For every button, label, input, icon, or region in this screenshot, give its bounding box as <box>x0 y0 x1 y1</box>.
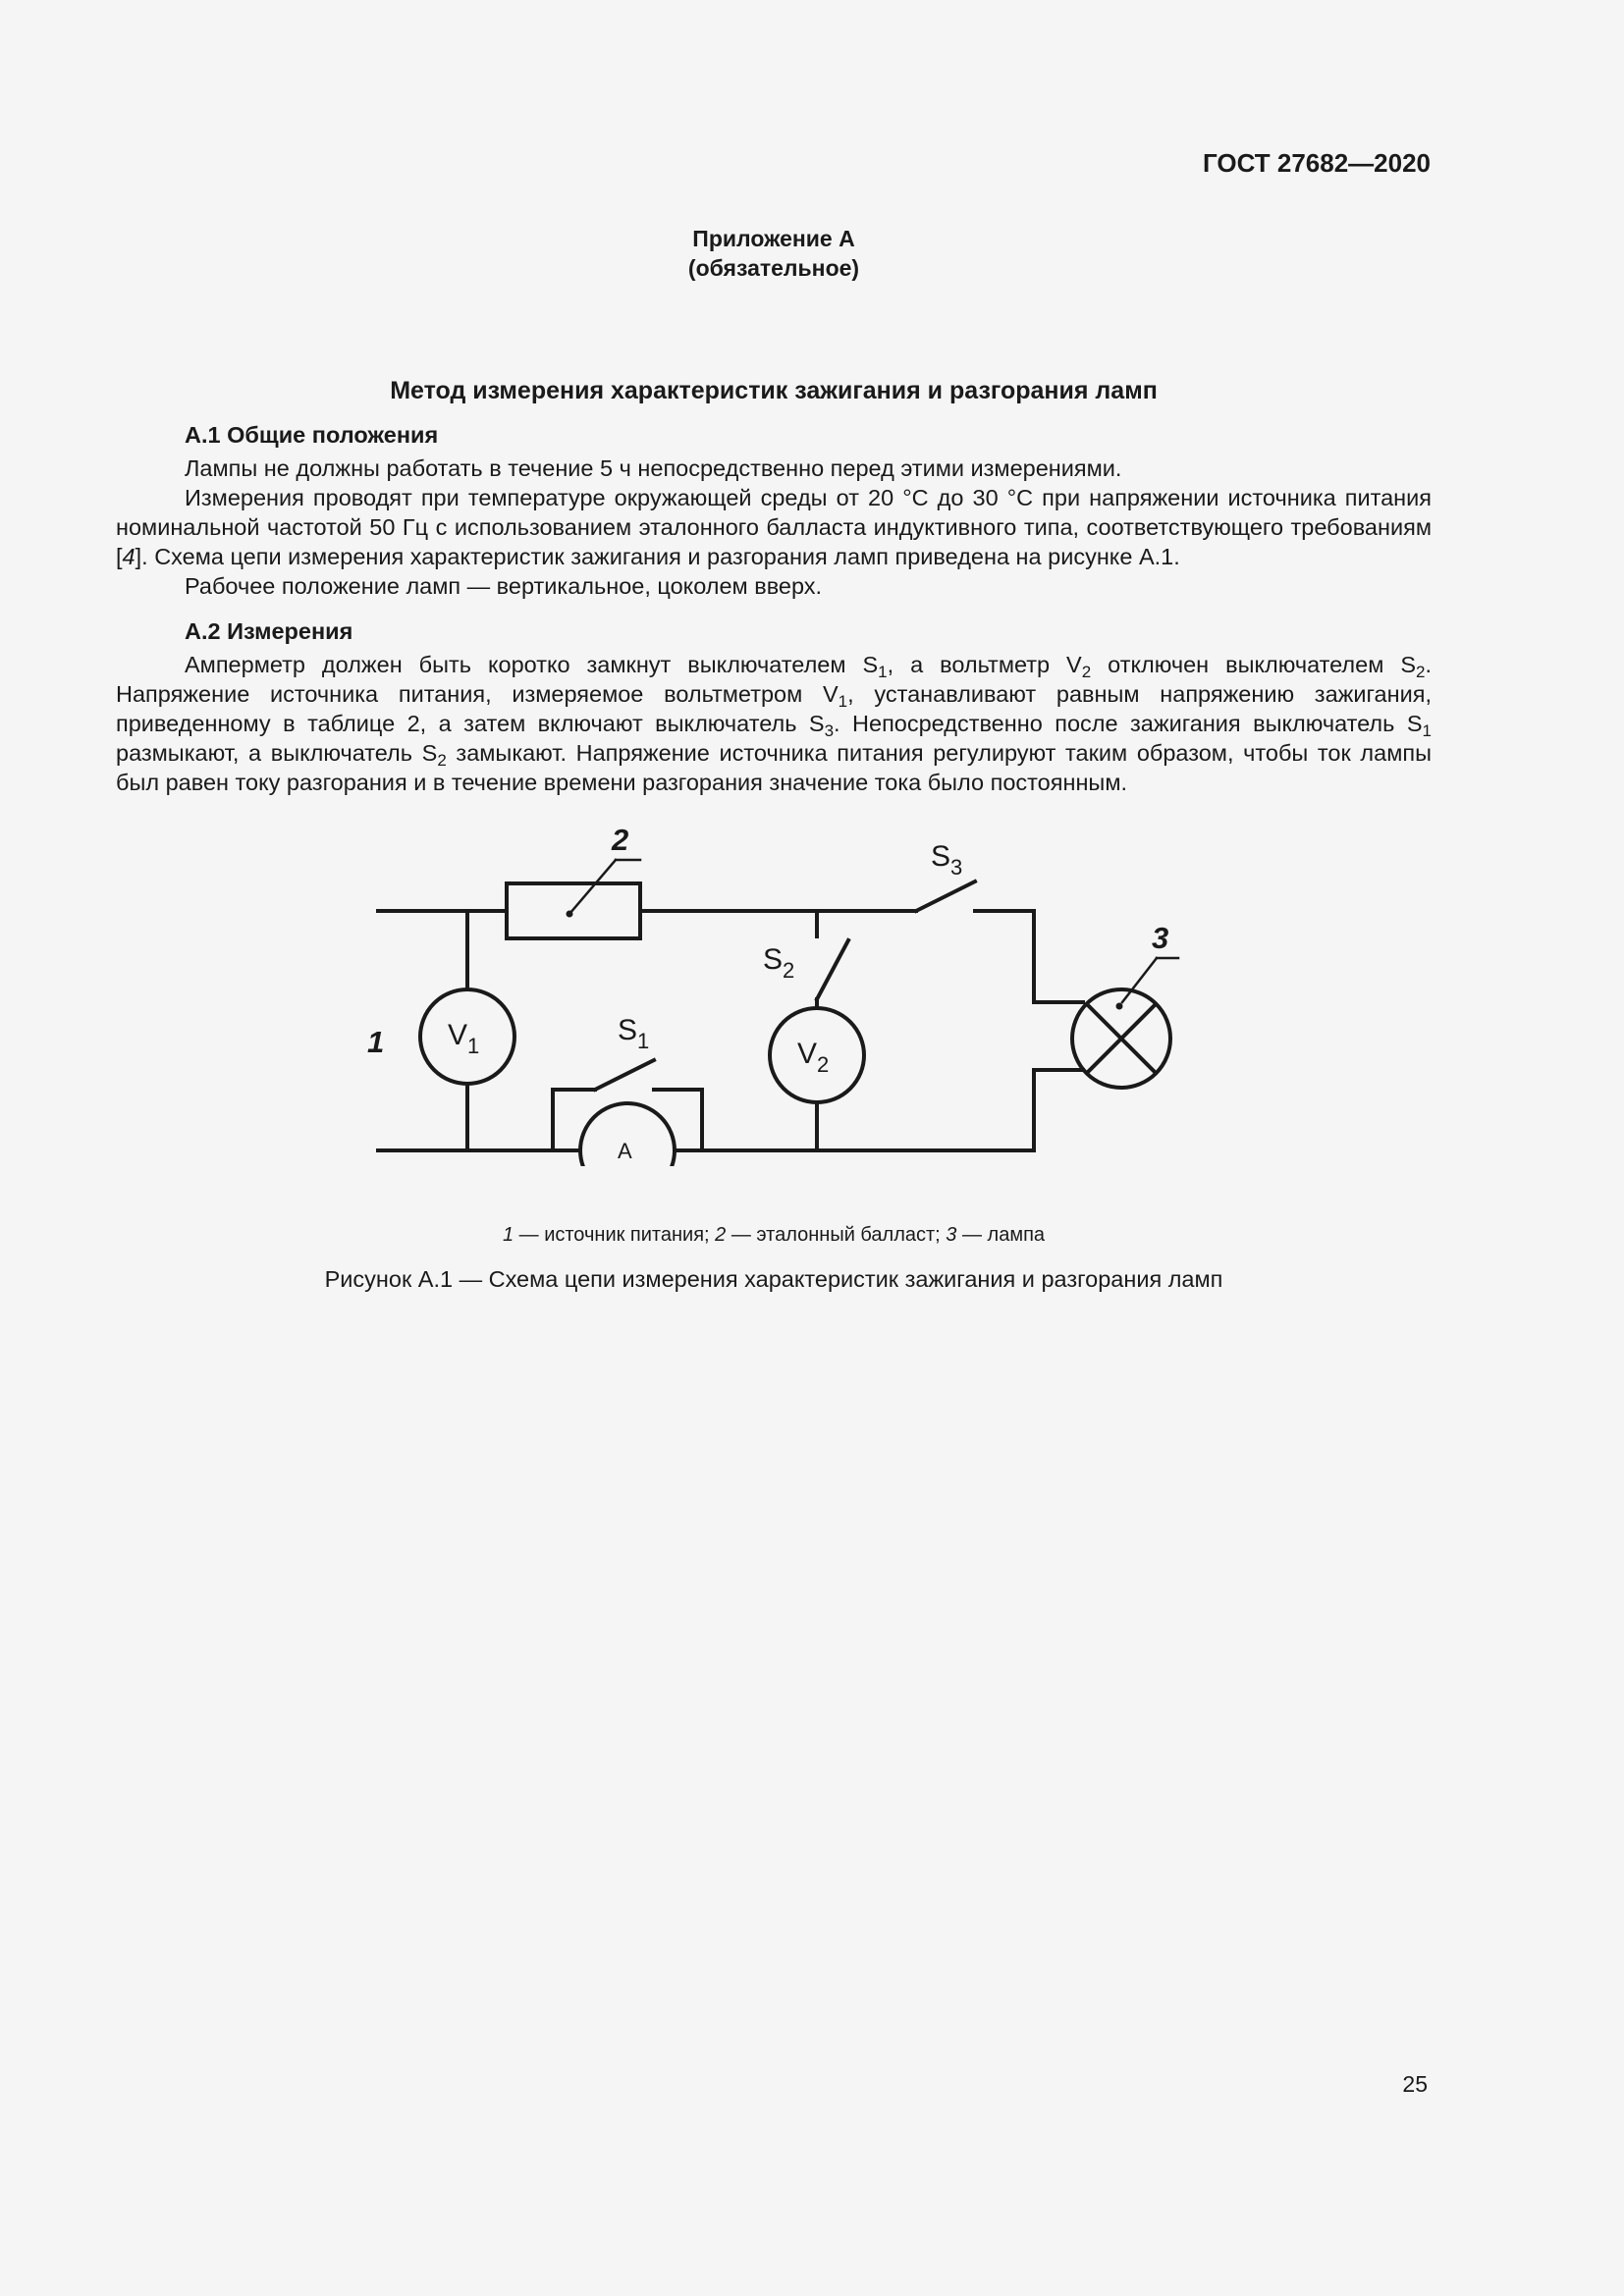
appendix-heading <box>0 224 1547 283</box>
a1-heading: А.1 Общие положения <box>185 422 439 448</box>
document-code: ГОСТ 27682—2020 <box>1203 148 1431 178</box>
label-ammeter: A <box>618 1139 632 1163</box>
switch-s1-blade <box>595 1060 654 1090</box>
appendix-status: (обязательное) <box>687 255 860 281</box>
a1-paragraph-3: Рабочее положение ламп — вертикальное, цоколем вверх. <box>185 573 823 599</box>
switch-s2-blade <box>817 940 848 999</box>
label-lamp: 3 <box>1152 921 1169 955</box>
a2-paragraph: Амперметр должен быть коротко замкнут выключателем $S_1$, а вольтметр $V_2$ отключен выключателем $S_2$. Напряжение источника питания, измеряемое вольтметром $V_1$, устанавливают равным напряжению зажигания, приведенному в таблице 2, а затем включают выключатель $S_3$. Непосредственно после зажигания выключатель $S_1$ размыкают, а выключатель $S_2$ замыкают. Напряжение источника питания регулируют таким образом, чтобы ток лампы был равен току разгорания и в течение времени разгорания значение тока было постоянным. <box>116 652 1432 795</box>
figure-legend: 1 — источник питания; 2 — эталонный балласт; 3 — лампа <box>502 1224 1046 1246</box>
label-s1: $S_1$ <box>618 1014 650 1053</box>
section-title: Метод измерения характеристик зажигания и разгорания ламп <box>390 377 1158 404</box>
label-s3: $S_3$ <box>931 840 963 880</box>
label-s2: $S_2$ <box>763 943 795 983</box>
appendix-title: Приложение А <box>692 226 855 251</box>
reference-number: 4 <box>122 544 135 569</box>
a1-paragraph-1: Лампы не должны работать в течение 5 ч непосредственно перед этими измерениями. <box>185 455 1122 481</box>
figure-caption: Рисунок А.1 — Схема цепи измерения характеристик зажигания и разгорания ламп <box>324 1266 1223 1292</box>
ballast-leader-dot <box>567 911 573 918</box>
lamp-leader-dot <box>1116 1003 1123 1010</box>
label-source: 1 <box>367 1025 385 1059</box>
lamp-leader <box>1122 958 1157 1002</box>
switch-s3-blade <box>916 881 975 911</box>
label-ballast: 2 <box>612 823 629 857</box>
label-v1: $V_1$ <box>448 1019 480 1058</box>
label-v2: $V_2$ <box>797 1038 830 1077</box>
ballast-leader <box>569 860 616 914</box>
document-body <box>116 420 1432 797</box>
page-number: 25 <box>1402 2071 1428 2097</box>
a2-heading: А.2 Измерения <box>185 618 353 644</box>
a1-paragraph-2: Измерения проводят при температуре окружающей среды от 20 °С до 30 °С при напряжении источника питания номинальной частотой 50 Гц с использованием эталонного балласта индуктивного типа, соответствующего требованиям [4]. Схема цепи измерения характеристик зажигания и разгорания ламп приведена на рисунке А.1. <box>116 485 1432 569</box>
circuit-diagram <box>363 813 1227 1166</box>
